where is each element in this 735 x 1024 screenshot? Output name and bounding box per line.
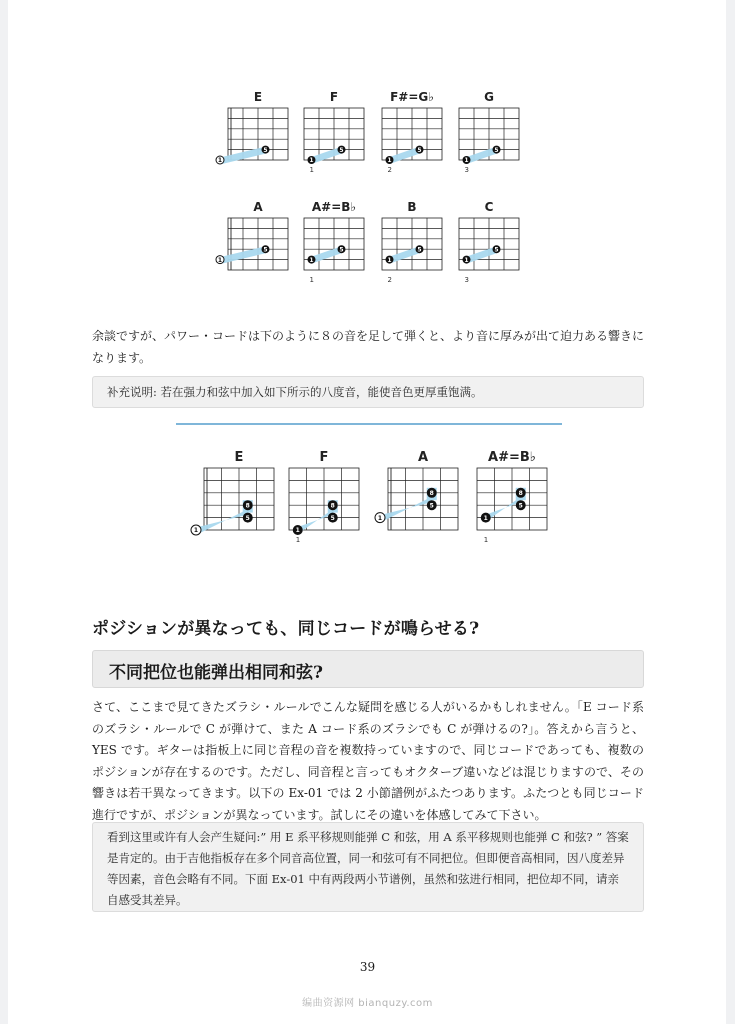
chord-diagram <box>218 90 298 182</box>
svg-text:5: 5 <box>518 502 523 510</box>
fret-number: 1 <box>295 536 301 544</box>
chord-diagram <box>467 450 557 552</box>
svg-text:5: 5 <box>245 514 250 522</box>
chord-name: E <box>234 450 244 465</box>
svg-text:1: 1 <box>295 527 300 535</box>
fifth-note-dot <box>516 500 526 510</box>
chord-name: C <box>484 200 494 214</box>
svg-text:8: 8 <box>245 502 250 510</box>
chord-diagram <box>279 450 369 552</box>
chord-diagram <box>372 90 452 182</box>
octave-note-dot <box>243 500 253 510</box>
svg-text:1: 1 <box>309 256 314 264</box>
svg-text:5: 5 <box>417 146 422 154</box>
svg-text:1: 1 <box>464 256 469 264</box>
root-note-dot <box>293 525 303 535</box>
fifth-note-dot <box>427 500 437 510</box>
svg-text:5: 5 <box>263 146 268 154</box>
chord-name: A <box>253 200 263 214</box>
watermark: 编曲资源网 bianquzy.com <box>302 998 433 1009</box>
svg-text:5: 5 <box>263 246 268 254</box>
open-string-marker <box>191 525 201 535</box>
chord-diagram <box>449 90 529 182</box>
fifth-note-dot <box>328 513 338 523</box>
open-string-marker <box>216 256 224 264</box>
chord-name: E <box>253 90 263 104</box>
svg-text:8: 8 <box>429 490 434 497</box>
paragraph-power-chord: 余談ですが、パワー・コードは下のように８の音を足して弾くと、より音に厚みが出て迫力ある響きになります。 <box>92 329 645 365</box>
svg-text:5: 5 <box>339 146 344 154</box>
fret-number: 2 <box>387 276 392 284</box>
svg-text:1: 1 <box>377 514 383 522</box>
open-string-marker <box>216 156 224 164</box>
root-note-dot <box>481 513 491 523</box>
chord-name: B <box>407 200 417 214</box>
chord-name: F <box>329 90 339 104</box>
translation-note-1-text: 补充说明: 若在强力和弦中加入如下所示的八度音，能使音色更厚重饱满。 <box>107 385 483 399</box>
fret-number: 1 <box>309 166 314 174</box>
svg-text:1: 1 <box>387 256 392 264</box>
chord-name: G <box>484 90 494 104</box>
svg-text:1: 1 <box>217 256 223 264</box>
paragraph-positions: さて、ここまで見てきたズラシ・ルールでこんな疑問を感じる人がいるかもしれません。「E コード系のズラシ・ルールで C が弾けて、また A コード系のズラシでも C が弾けるの?」。答えから言うと、YES です。ギターは指板上に同じ音程の音を複数持っていますので、同じコードであっても、複数のポジションが存在するのです。ただし、同音程と言ってもオクターブ違いなどは混じりますので、その響きは若干異なってきます。以下の Ex-01 では 2 小節譜例がふたつあります。ふたつとも同じコード進行ですが、ポジションが異なっています。試しにその違いを体感してみて下さい。 <box>92 700 644 822</box>
section-heading-chinese-box <box>92 650 644 688</box>
chord-name: F#=G♭ <box>390 90 434 104</box>
divider-rule <box>176 423 562 425</box>
fret-number: 1 <box>309 276 314 284</box>
octave-note-dot <box>516 488 526 498</box>
chord-diagram <box>378 450 468 552</box>
chord-diagram <box>372 200 452 292</box>
translation-note-2-text: 看到这里或许有人会产生疑问:” 用 E 系平移规则能弹 C 和弦，用 A 系平移规则也能弹 C 和弦? ” 答案是肯定的。由于吉他指板存在多个同音高位置，同一和弦可有不同把位。但即便音高相同，因八度差异等因素，音色会略有不同。下面 Ex-01 中有两段两小节谱例，虽然和弦进行相同，把位却不同，请亲自感受其差异。 <box>107 830 629 907</box>
chord-diagram <box>449 200 529 292</box>
page-number: 39 <box>359 960 376 974</box>
fret-number: 2 <box>387 166 392 174</box>
svg-text:1: 1 <box>309 157 314 165</box>
svg-text:5: 5 <box>417 246 422 254</box>
svg-text:1: 1 <box>217 157 223 165</box>
svg-text:5: 5 <box>494 146 499 154</box>
open-string-marker <box>375 513 385 523</box>
chord-diagram <box>218 200 298 292</box>
svg-text:1: 1 <box>483 514 488 522</box>
chord-name: A#=B♭ <box>311 200 357 214</box>
fret-number: 3 <box>464 166 469 174</box>
octave-note-dot <box>328 500 338 510</box>
translation-note-2 <box>92 822 644 912</box>
svg-text:5: 5 <box>494 246 499 254</box>
fifth-note-dot <box>243 513 253 523</box>
svg-text:5: 5 <box>429 502 434 510</box>
fret-number: 1 <box>483 536 489 544</box>
svg-text:5: 5 <box>330 514 335 522</box>
svg-text:1: 1 <box>464 157 469 165</box>
chord-name: A <box>417 450 429 465</box>
svg-text:1: 1 <box>193 527 199 535</box>
chord-diagram <box>194 450 284 552</box>
chord-name: F <box>319 450 329 465</box>
chord-name: A#=B♭ <box>488 450 536 465</box>
section-heading-japanese: ポジションが異なっても、同じコードが鳴らせる? <box>92 619 480 639</box>
svg-text:5: 5 <box>339 246 344 254</box>
svg-text:1: 1 <box>387 157 392 165</box>
fret-number: 3 <box>464 276 469 284</box>
chord-diagram <box>294 200 374 292</box>
svg-text:8: 8 <box>518 490 523 497</box>
chord-diagram <box>294 90 374 182</box>
section-heading-chinese: 不同把位也能弹出相同和弦? <box>109 663 323 683</box>
svg-text:8: 8 <box>330 502 335 510</box>
octave-note-dot <box>427 488 437 498</box>
translation-note-1 <box>92 376 644 408</box>
